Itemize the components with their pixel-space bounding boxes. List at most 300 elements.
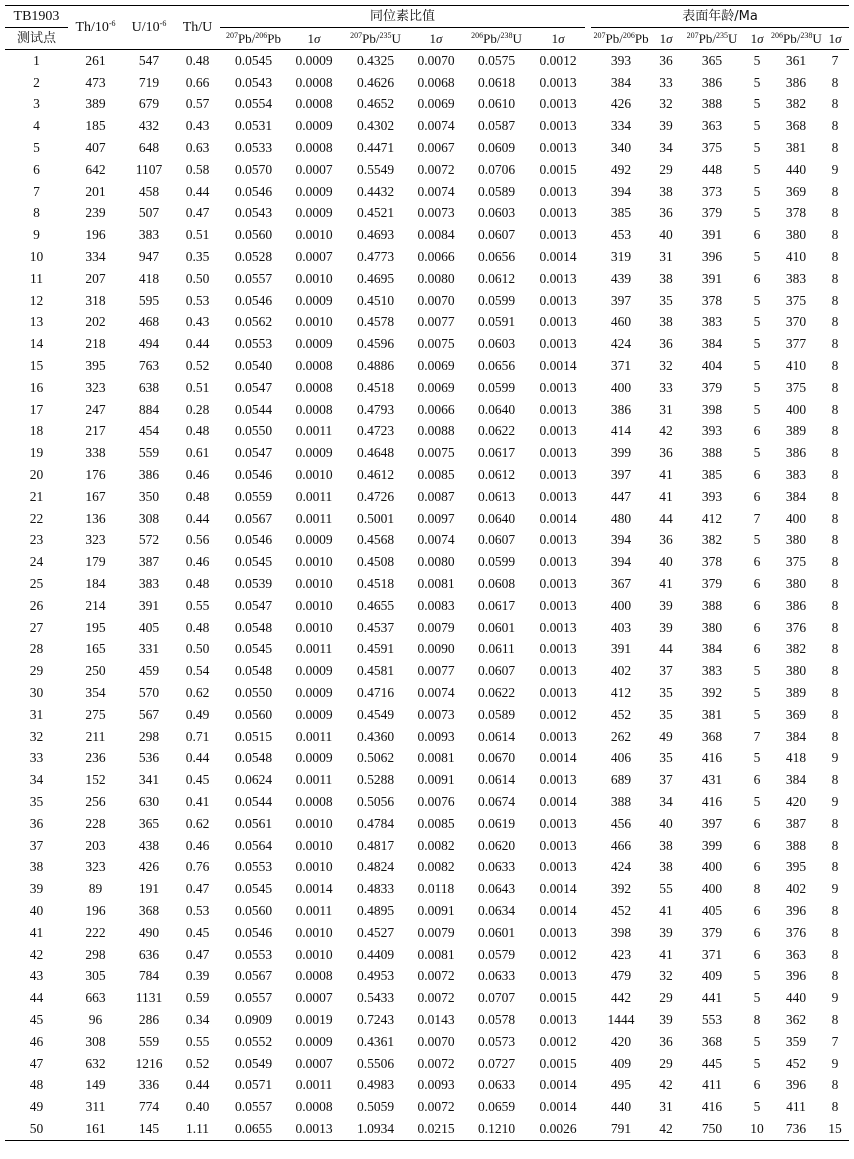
ratio-207-206-cell: 0.0546 xyxy=(234,924,273,940)
age-207-235-sigma-cell: 6 xyxy=(753,815,761,831)
ratio-207-235-sigma-cell: 0.0076 xyxy=(417,793,455,809)
ratio-207-206-sigma-cell: 0.0009 xyxy=(295,52,333,68)
ratio-207-235-cell: 0.4518 xyxy=(356,576,395,592)
th-value-cell: 407 xyxy=(85,140,106,156)
age-207-235-sigma-cell: 5 xyxy=(753,74,761,90)
ratio-207-206-cell: 0.0553 xyxy=(234,859,273,875)
age-207-235-sigma-cell: 7 xyxy=(753,728,761,744)
u-value-cell: 630 xyxy=(138,793,160,809)
ratio-207-235-sigma-cell: 0.0072 xyxy=(417,161,455,177)
ratio-207-235-cell: 0.4360 xyxy=(356,728,395,744)
age-206-238-cell: 440 xyxy=(785,990,807,1006)
ratio-207-235-sigma-cell: 0.0097 xyxy=(417,510,455,526)
table-row xyxy=(5,878,849,900)
ratio-207-235-sigma-cell: 0.0066 xyxy=(417,401,455,417)
th-value-cell: 663 xyxy=(85,990,106,1006)
th-u-value-cell: 0.47 xyxy=(185,881,210,897)
table-row xyxy=(5,1118,849,1140)
ratio-206-238-cell: 0.0601 xyxy=(477,619,516,635)
age-207-235-cell: 396 xyxy=(701,249,723,265)
ratio-207-206-sigma-cell: 0.0011 xyxy=(295,728,333,744)
age-207-206-cell: 495 xyxy=(610,1077,632,1093)
ratio-207-206-sigma-cell: 0.0010 xyxy=(295,270,333,286)
table-row xyxy=(5,355,849,377)
ratio-206-238-cell: 0.0674 xyxy=(477,793,516,809)
th-u-value-cell: 0.54 xyxy=(185,663,210,679)
ratio-207-206-cell: 0.0528 xyxy=(234,249,273,265)
age-207-235-sigma-cell: 5 xyxy=(753,140,761,156)
ratio-207-206-sigma-cell: 0.0010 xyxy=(295,815,333,831)
age-207-235-sigma-cell: 5 xyxy=(753,292,761,308)
spot-number-cell: 44 xyxy=(29,990,44,1006)
ratio-207-235-sigma-cell: 0.0066 xyxy=(417,249,455,265)
th-u-value-cell: 0.71 xyxy=(185,728,210,744)
th-u-value-cell: 0.55 xyxy=(185,597,210,613)
ratio-207-206-sigma-cell: 0.0008 xyxy=(295,358,333,374)
ratio-206-238-sigma-cell: 0.0013 xyxy=(539,619,577,635)
age-207-206-sigma-cell: 29 xyxy=(659,161,673,177)
age-207-206-cell: 371 xyxy=(610,358,632,374)
age-207-235-sigma-cell: 6 xyxy=(753,902,761,918)
table-row xyxy=(5,50,849,72)
ratio-207-206-sigma-cell: 0.0009 xyxy=(295,336,333,352)
age-207-206-cell: 447 xyxy=(610,488,632,504)
ratio-206-238-sigma-cell: 0.0013 xyxy=(539,467,577,483)
th-u-value-cell: 0.44 xyxy=(185,750,210,766)
th-value-cell: 334 xyxy=(85,249,106,265)
age-206-238-sigma-cell: 8 xyxy=(831,96,839,112)
u-value-cell: 1107 xyxy=(135,161,163,177)
u-value-cell: 365 xyxy=(138,815,160,831)
table-row xyxy=(5,944,849,966)
ratio-206-238-sigma-cell: 0.0013 xyxy=(539,641,577,657)
ratio-207-235-sigma-cell: 0.0215 xyxy=(410,1118,462,1140)
ratio-206-238-sigma-cell: 0.0013 xyxy=(539,445,577,461)
age-207-235-sigma-cell: 5 xyxy=(753,968,761,984)
ratio-206-238-sigma-cell: 0.0026 xyxy=(531,1118,585,1140)
age-207-206-sigma-cell: 35 xyxy=(659,685,673,700)
ratio-207-235-cell: 0.4833 xyxy=(356,881,395,897)
ratio-206-238-cell: 0.0622 xyxy=(477,685,516,700)
age-206-238-sigma-cell: 8 xyxy=(831,706,839,722)
age-207-206-sigma-cell: 40 xyxy=(659,227,673,243)
u-value-cell: 383 xyxy=(138,227,160,243)
ratio-207-235-sigma-cell: 0.0074 xyxy=(417,118,455,134)
age-207-206-sigma-cell: 36 xyxy=(659,1033,673,1049)
age-207-235-sigma-cell: 5 xyxy=(753,532,761,548)
ratio-207-235-cell: 0.4578 xyxy=(356,314,395,330)
u-content-header: $U/10^{-6}$ xyxy=(123,6,175,50)
th-value-cell: 196 xyxy=(85,227,106,243)
table-row xyxy=(5,748,849,770)
table-body xyxy=(5,50,849,1141)
ratio-207-206-sigma-cell: 0.0010 xyxy=(295,554,333,570)
age-207-206-sigma-cell: 37 xyxy=(659,663,673,679)
ratio-207-206-sigma-cell: 0.0008 xyxy=(295,379,333,395)
age-206-238-cell: 383 xyxy=(785,467,807,483)
u-value-cell: 331 xyxy=(138,641,160,657)
age-207-235-sigma-cell: 7 xyxy=(753,510,761,526)
age-207-235-sigma-cell: 5 xyxy=(753,161,761,177)
th-value-cell: 323 xyxy=(85,379,106,395)
age-206-238-cell: 359 xyxy=(785,1033,807,1049)
ratio-207-206-sigma-cell: 0.0010 xyxy=(295,619,333,635)
age-207-235-sigma-cell: 5 xyxy=(753,1055,761,1071)
u-value-cell: 438 xyxy=(138,837,160,853)
th-value-cell: 214 xyxy=(85,597,106,613)
ratio-207-206-sigma-cell: 0.0010 xyxy=(295,946,333,962)
u-value-cell: 387 xyxy=(138,554,160,570)
u-value-cell: 567 xyxy=(138,706,160,722)
spot-number-cell: 24 xyxy=(29,554,44,570)
ratio-207-206-sigma-cell: 0.0008 xyxy=(295,401,333,417)
age-207-206-sigma-cell: 39 xyxy=(659,924,673,940)
age-206-238-sigma-cell: 8 xyxy=(831,249,839,265)
age-207-235-cell: 384 xyxy=(701,641,723,657)
ratio-206-238-cell: 0.0601 xyxy=(477,924,516,940)
age-207-235-sigma-cell: 5 xyxy=(753,118,761,134)
th-u-value-cell: 0.48 xyxy=(185,52,210,68)
age-206-238-cell: 380 xyxy=(785,532,807,548)
table-row xyxy=(5,530,849,552)
spot-number-cell: 49 xyxy=(29,1099,44,1115)
th-u-value-cell: 0.50 xyxy=(185,641,210,657)
ratio-206-238-cell: 0.0659 xyxy=(477,1099,516,1115)
age-206-238-sigma-cell: 8 xyxy=(831,140,839,156)
spot-number-cell: 40 xyxy=(29,902,44,918)
ratio-206-238-cell: 0.0607 xyxy=(477,663,516,679)
ratio-207-206-sigma-cell: 0.0011 xyxy=(295,902,333,918)
age-207-235-cell: 404 xyxy=(701,358,723,374)
ratio-206-238-sigma-cell: 0.0013 xyxy=(539,924,577,940)
sample-id-header: TB1903 xyxy=(5,6,68,28)
u-value-cell: 458 xyxy=(138,183,160,199)
age-206-238-cell: 386 xyxy=(785,597,807,613)
ratio-207-235-sigma-cell: 0.0073 xyxy=(417,706,455,722)
ratio-206-238-cell: 0.0603 xyxy=(477,205,516,221)
ratio-206-238-cell: 0.0607 xyxy=(477,227,516,243)
age-206-238-sigma-cell: 8 xyxy=(831,641,839,657)
table-row xyxy=(5,1009,849,1031)
th-u-value-cell: 0.76 xyxy=(185,859,210,875)
age-206-238-cell: 377 xyxy=(785,336,807,352)
ratio-206-238-sigma-cell: 0.0014 xyxy=(539,358,577,374)
ratio-206-238-sigma-cell: 0.0013 xyxy=(539,663,577,679)
age-207-206-sigma-cell: 40 xyxy=(659,815,673,831)
ratio-207-235-sigma-cell: 0.0079 xyxy=(417,619,455,635)
ratio-207-206-sigma-cell: 0.0009 xyxy=(295,205,333,221)
ratio-206-238-sigma-cell: 0.0013 xyxy=(539,488,577,504)
ratio-207-206-cell: 0.0557 xyxy=(234,1099,273,1115)
ratio-207-235-sigma-cell: 0.0143 xyxy=(417,1011,455,1027)
age-207-235-sigma-cell: 5 xyxy=(753,336,761,352)
age-207-206-sigma-cell: 33 xyxy=(659,74,673,90)
ratio-206-238-sigma-cell: 0.0013 xyxy=(539,772,577,788)
u-value-cell: 559 xyxy=(138,445,160,461)
spot-number-cell: 9 xyxy=(33,227,40,243)
spot-number-cell: 18 xyxy=(29,423,44,439)
ratio-207-206-cell: 0.0553 xyxy=(234,946,273,962)
ratio-206-238-cell: 0.0656 xyxy=(477,249,516,265)
th-u-value-cell: 0.57 xyxy=(185,96,210,112)
age-206-238-cell: 361 xyxy=(785,52,807,68)
table-row xyxy=(5,595,849,617)
age-207-235-cell: 363 xyxy=(701,118,723,134)
ratio-207-235-cell: 0.4793 xyxy=(356,401,395,417)
ratio-207-235-cell: 0.4983 xyxy=(356,1077,395,1093)
ratio-207-235-sigma-cell: 0.0085 xyxy=(417,467,455,483)
spot-number-cell: 26 xyxy=(29,597,44,613)
age-207-235-cell: 375 xyxy=(701,140,723,156)
spot-number-cell: 50 xyxy=(5,1118,68,1140)
ratio-207-206-sigma-cell: 0.0010 xyxy=(295,924,333,940)
th-u-value-cell: 0.44 xyxy=(185,510,210,526)
ratio-206-238-cell: 0.0622 xyxy=(477,423,516,439)
table-row xyxy=(5,203,849,225)
ratio-207-235-sigma-cell: 0.0090 xyxy=(417,641,455,657)
table-row xyxy=(5,987,849,1009)
age-207-206-sigma-cell: 32 xyxy=(659,96,673,112)
age-206-238-cell: 368 xyxy=(785,118,807,134)
u-value-cell: 191 xyxy=(138,881,160,897)
th-u-value-cell: 0.52 xyxy=(185,1055,210,1071)
age-206-238-sigma-cell: 8 xyxy=(831,728,839,744)
ratio-206-238-cell: 0.0612 xyxy=(477,467,516,483)
age-207-235-cell: 388 xyxy=(701,96,723,112)
age-207-235-cell: 371 xyxy=(701,946,723,962)
age-207-206-cell: 393 xyxy=(610,52,632,68)
age-206-238-cell: 418 xyxy=(785,750,807,766)
ratio-207-206-cell: 0.0545 xyxy=(234,554,273,570)
zircon-data-table xyxy=(5,5,849,1141)
ratio-206-238-cell: 0.0706 xyxy=(477,161,516,177)
ratio-207-206-sigma-cell: 0.0009 xyxy=(295,445,333,461)
age-207-206-cell: 340 xyxy=(610,140,632,156)
u-value-cell: 405 xyxy=(138,619,160,635)
ratio-206-238-sigma-cell: 0.0012 xyxy=(539,1033,577,1049)
ratio-207-235-sigma-cell: 0.0091 xyxy=(417,902,455,918)
age-207-235-cell: 392 xyxy=(701,685,723,700)
ratio-206-238-sigma-cell: 0.0013 xyxy=(539,227,577,243)
age-207-206-cell: 397 xyxy=(610,467,632,483)
spot-number-cell: 12 xyxy=(29,292,44,308)
ratio-207-206-cell: 0.0550 xyxy=(234,423,273,439)
age-207-206-cell: 262 xyxy=(610,728,632,744)
ratio-207-206-sigma-cell: 0.0009 xyxy=(295,750,333,766)
th-value-cell: 311 xyxy=(85,1099,106,1115)
table-row xyxy=(5,660,849,682)
age-207-206-cell: 452 xyxy=(610,902,632,918)
th-value-cell: 305 xyxy=(85,968,106,984)
age-206-238-sigma-cell: 8 xyxy=(831,924,839,940)
age-207-235-cell: 400 xyxy=(701,859,723,875)
age-207-206-cell: 392 xyxy=(610,881,632,897)
age-207-206-cell: 386 xyxy=(610,401,632,417)
ratio-207-235-cell: 0.4953 xyxy=(356,968,395,984)
age-206-238-cell: 382 xyxy=(785,641,807,657)
age-207-206-sigma-cell: 39 xyxy=(659,619,673,635)
age-207-235-sigma-cell: 5 xyxy=(753,96,761,112)
u-value-cell: 648 xyxy=(138,140,160,156)
age-207-235-cell: 388 xyxy=(701,597,723,613)
age-207-235-sigma-cell: 6 xyxy=(753,619,761,635)
th-value-cell: 96 xyxy=(88,1011,103,1027)
age-206-238-cell: 452 xyxy=(785,1055,807,1071)
th-value-cell: 218 xyxy=(85,336,106,352)
ratio-207-206-sigma-cell: 0.0014 xyxy=(295,881,333,897)
age-207-206-cell: 391 xyxy=(610,641,632,657)
ratio-207-235-cell: 0.4521 xyxy=(356,205,395,221)
th-value-cell: 179 xyxy=(85,554,106,570)
age-207-235-cell: 416 xyxy=(701,750,723,766)
age-206-238-sigma-cell: 8 xyxy=(831,685,839,700)
th-value-cell: 195 xyxy=(85,619,106,635)
age-207-235-cell: 398 xyxy=(701,401,723,417)
table-row xyxy=(5,72,849,94)
u-value-cell: 719 xyxy=(138,74,160,90)
age-206-238-cell: 380 xyxy=(785,227,807,243)
ratio-207-206-sigma-cell: 0.0009 xyxy=(295,532,333,548)
age-207-206-cell: 412 xyxy=(610,685,632,700)
th-u-value-cell: 0.44 xyxy=(185,336,210,352)
age-207-206-cell: 388 xyxy=(610,793,632,809)
ratio-207-206-sigma-cell: 0.0010 xyxy=(295,837,333,853)
ratio-207-235-header: $^{207}$Pb/$^{235}$U xyxy=(341,28,410,50)
table-row xyxy=(5,639,849,661)
th-value-cell: 389 xyxy=(85,96,106,112)
age-207-235-sigma-cell: 6 xyxy=(753,467,761,483)
age-207-206-cell: 791 xyxy=(591,1118,651,1140)
age-207-235-cell: 378 xyxy=(701,292,723,308)
ratio-206-238-cell: 0.0634 xyxy=(477,902,516,918)
age-207-206-cell: 439 xyxy=(610,270,632,286)
th-value-cell: 89 xyxy=(88,881,103,897)
age-207-206-sigma-cell: 40 xyxy=(659,554,673,570)
table-row xyxy=(5,181,849,203)
ratio-207-235-sigma-cell: 0.0074 xyxy=(417,685,455,700)
age-206-238-cell: 375 xyxy=(785,554,807,570)
th-value-cell: 165 xyxy=(85,641,106,657)
age-207-206-sigma-cell: 41 xyxy=(659,902,673,918)
spot-number-cell: 38 xyxy=(29,859,44,875)
u-value-cell: 638 xyxy=(138,379,160,395)
age-206-238-sigma-cell: 8 xyxy=(831,859,839,875)
age-207-206-cell: 334 xyxy=(610,118,632,134)
ratio-207-206-sigma-cell: 0.0011 xyxy=(295,1077,333,1093)
age-207-235-sigma-cell: 6 xyxy=(753,772,761,788)
ratio-206-238-sigma-cell: 0.0014 xyxy=(539,881,577,897)
th-u-value-cell: 0.62 xyxy=(185,685,210,700)
age-206-238-sigma-cell: 8 xyxy=(831,597,839,613)
age-207-206-sigma-cell: 38 xyxy=(659,314,673,330)
spot-number-cell: 22 xyxy=(29,510,44,526)
ratio-207-235-cell: 0.5059 xyxy=(356,1099,395,1115)
u-value-cell: 298 xyxy=(138,728,160,744)
age-207-235-cell: 391 xyxy=(701,270,723,286)
age-207-206-sigma-cell: 33 xyxy=(659,379,673,395)
ratio-206-238-cell: 0.0640 xyxy=(477,401,516,417)
ratio-207-206-cell: 0.0561 xyxy=(234,815,273,831)
age-207-235-sigma-cell: 8 xyxy=(753,881,761,897)
spot-number-cell: 7 xyxy=(33,183,40,199)
ratio-206-238-cell: 0.0579 xyxy=(477,946,516,962)
ratio-207-206-cell: 0.0547 xyxy=(234,379,273,395)
ratio-207-235-sigma-cell: 0.0080 xyxy=(417,270,455,286)
age-207-206-sigma-cell: 34 xyxy=(659,140,673,156)
ratio-207-206-cell: 0.0540 xyxy=(234,358,273,374)
table-row xyxy=(5,377,849,399)
age-207-235-cell: 431 xyxy=(701,772,723,788)
th-u-value-cell: 0.39 xyxy=(185,968,210,984)
th-value-cell: 211 xyxy=(85,728,106,744)
age-206-238-cell: 396 xyxy=(785,1077,807,1093)
age-206-238-cell: 375 xyxy=(785,379,807,395)
age-207-206-sigma-cell: 34 xyxy=(659,793,673,809)
table-row xyxy=(5,704,849,726)
age-207-235-cell: 416 xyxy=(701,793,723,809)
age-207-235-cell: 379 xyxy=(701,924,723,940)
table-row xyxy=(5,573,849,595)
ratio-206-238-cell: 0.0599 xyxy=(477,292,516,308)
ratio-207-206-sigma-cell: 0.0007 xyxy=(295,249,333,265)
ratio-206-238-cell: 0.0599 xyxy=(477,379,516,395)
age-207-206-sigma-cell: 31 xyxy=(659,249,673,265)
ratio-207-235-sigma-cell: 0.0070 xyxy=(417,292,455,308)
u-value-cell: 947 xyxy=(138,249,160,265)
ratio-207-206-cell: 0.0547 xyxy=(234,445,273,461)
ratio-206-238-sigma-cell: 0.0015 xyxy=(539,1055,577,1071)
ratio-207-206-cell: 0.0559 xyxy=(234,488,273,504)
spot-number-cell: 23 xyxy=(29,532,44,548)
age-206-238-cell: 381 xyxy=(785,140,807,156)
age-207-206-sigma-cell: 38 xyxy=(659,183,673,199)
ratio-207-206-cell: 0.0567 xyxy=(234,968,273,984)
table-row xyxy=(5,965,849,987)
age-207-206-sigma-cell: 42 xyxy=(659,1077,673,1093)
age-206-238-sigma-header: 1σ xyxy=(821,28,849,50)
ratio-207-235-sigma-cell: 0.0082 xyxy=(417,837,455,853)
u-value-cell: 784 xyxy=(138,968,160,984)
th-value-cell: 323 xyxy=(85,859,106,875)
th-value-cell: 308 xyxy=(85,1033,106,1049)
age-207-206-sigma-cell: 38 xyxy=(659,859,673,875)
u-value-cell: 145 xyxy=(123,1118,175,1140)
th-value-cell: 207 xyxy=(85,270,106,286)
ratio-206-238-sigma-cell: 0.0012 xyxy=(539,706,577,722)
u-value-cell: 507 xyxy=(138,205,160,221)
th-value-cell: 201 xyxy=(85,183,106,199)
ratio-206-238-cell: 0.0613 xyxy=(477,488,516,504)
age-207-206-sigma-cell: 41 xyxy=(659,576,673,592)
age-207-235-sigma-cell: 6 xyxy=(753,924,761,940)
u-value-cell: 383 xyxy=(138,576,160,592)
ratio-207-206-cell: 0.0544 xyxy=(234,401,273,417)
ratio-207-206-cell: 0.0545 xyxy=(234,641,273,657)
ratio-206-238-sigma-cell: 0.0013 xyxy=(539,837,577,853)
age-206-238-cell: 396 xyxy=(785,902,807,918)
age-207-235-sigma-cell: 5 xyxy=(753,183,761,199)
ratio-207-206-cell: 0.0544 xyxy=(234,793,273,809)
ratio-207-235-cell: 0.4596 xyxy=(356,336,395,352)
ratio-207-235-cell: 0.4549 xyxy=(356,706,395,722)
u-value-cell: 884 xyxy=(138,401,160,417)
ratio-207-206-sigma-header: 1σ xyxy=(287,28,341,50)
age-207-206-sigma-cell: 35 xyxy=(659,706,673,722)
ratio-207-206-cell: 0.0546 xyxy=(234,292,273,308)
age-207-206-sigma-cell: 35 xyxy=(659,750,673,766)
age-207-235-cell: 379 xyxy=(701,379,723,395)
ratio-206-238-cell: 0.0610 xyxy=(477,96,516,112)
